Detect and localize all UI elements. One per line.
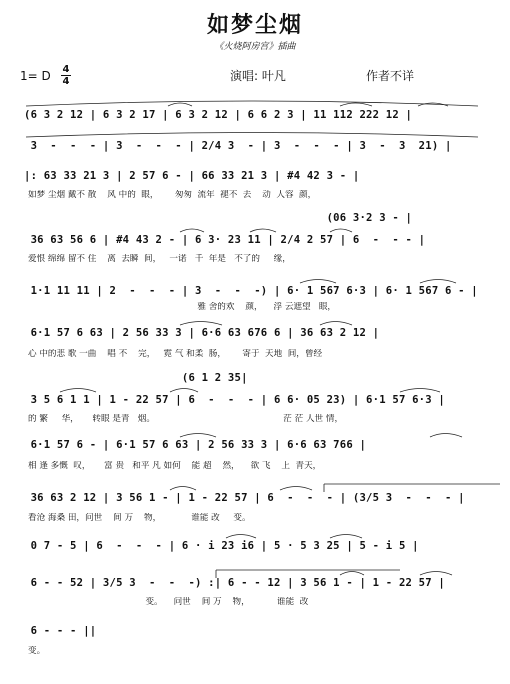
singer: 演唱: 叶凡 <box>230 69 286 83</box>
song-title: 如梦尘烟 <box>206 12 303 38</box>
notation-line: 3 5 6 1 1 | 1 - 22 57 | 6 - - - | 6 6· 05 23) | 6·1 57 6·3 | <box>24 394 445 406</box>
notation-line: 36 63 56 6 | #4 43 2 - | 6 3· 23 11 | 2/4 2 57 | 6 - - - | <box>24 234 426 246</box>
key-signature: 1= D <box>20 69 51 83</box>
lyric-line: 爱恨 绵绵 留不 住 离 去瞬 间， 一诺 千 年是 不了的 缘， <box>28 254 291 264</box>
notation-line: 1·1 11 11 | 2 - - - | 3 - - -) | 6· 1 567 6·3 | 6· 1 567 6 - | <box>24 285 478 297</box>
notation-line: |: 63 33 21 3 | 2 57 6 - | 66 33 21 3 | #4 42 3 - | <box>24 170 360 182</box>
notation-line: (06 3·2 3 - | <box>24 212 413 224</box>
lyric-line: 的 繁 华， 转眼 是青 烟。 茫 茫 人世 情， <box>28 414 344 424</box>
notation-line: 36 63 2 12 | 3 56 1 - | 1 - 22 57 | 6 - - - | (3/5 3 - - - | <box>24 492 465 504</box>
notation-line: 6·1 57 6 - | 6·1 57 6 63 | 2 56 33 3 | 6·6 63 766 | <box>24 439 367 451</box>
notation-line: 6·1 57 6 63 | 2 56 33 3 | 6·6 63 676 6 | 36 63 2 12 | <box>24 327 380 339</box>
song-subtitle: 《火烧阿房宫》插曲 <box>214 42 296 52</box>
notation-line: 0 7 - 5 | 6 - - - | 6 · i 23 i6 | 5 · 5 3 25 | 5 - i 5 | <box>24 540 419 552</box>
notation-line: 3 - - - | 3 - - - | 2/4 3 - | 3 - - - | 3 - 3 21) | <box>24 140 452 152</box>
time-signature-top: 4 <box>62 64 70 75</box>
lyric-line: 雅 舍的欢 颜， 浮 云遮望 眼， <box>28 302 337 312</box>
lyric-line: 看沧 海桑 田，问世 间 万 物， 谁能 改 变。 <box>28 513 251 523</box>
lyric-line: 如梦 尘烟 戴不 散 风 中的 眼， 匆匆 流年 褪不 去 动 人容 颜， <box>28 190 317 200</box>
author: 作者不详 <box>366 69 415 83</box>
time-signature-bottom: 4 <box>62 76 70 87</box>
lyric-line: 变。 问世 间 万 物， 谁能 改 <box>28 597 309 607</box>
lyric-line: 相 逢 多慨 叹， 富 贵 和平 凡 如何 能 超 然， 欲 飞 上 青天， <box>28 461 322 471</box>
lyric-line: 变。 <box>28 646 46 656</box>
notation-line: 6 - - 52 | 3/5 3 - - -) :| 6 - - 12 | 3 56 1 - | 1 - 22 57 | <box>24 577 445 589</box>
notation-line: (6 1 2 35| <box>24 372 248 384</box>
notation-line: 6 - - - || <box>24 625 97 637</box>
lyric-line: 心 中的悲 歌 一曲 唱 不 完， 霓 气 和柔 肠， 寄于 天地 间，曾经 <box>28 349 323 359</box>
notation-line: (6 3 2 12 | 6 3 2 17 | 6 3 2 12 | 6 6 2 3 | 11 112 222 12 | <box>24 109 413 121</box>
